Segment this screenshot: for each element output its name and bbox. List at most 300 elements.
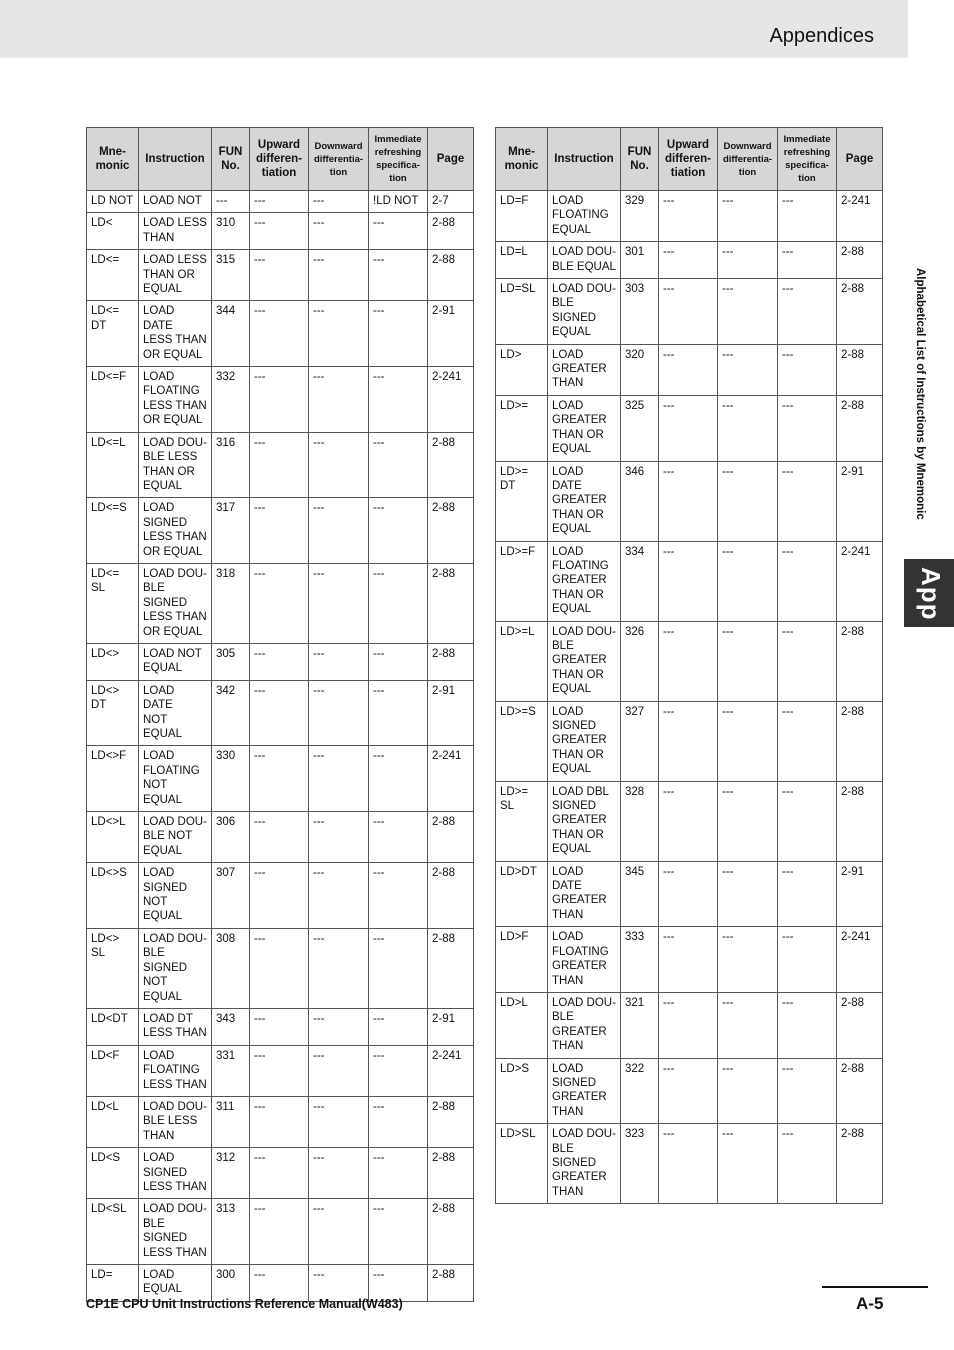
cell-downward: --- xyxy=(309,680,369,746)
cell-fun-no: 318 xyxy=(212,563,250,643)
table-row xyxy=(496,701,883,781)
cell-page: 2-88 xyxy=(428,643,474,680)
cell-mnemonic: LD=L xyxy=(496,242,548,279)
cell-upward: --- xyxy=(250,1008,309,1045)
cell-instruction: LOAD DOU- BLE EQUAL xyxy=(548,242,621,279)
cell-fun-no: 313 xyxy=(212,1199,250,1265)
cell-page: 2-88 xyxy=(837,1124,883,1204)
table-row xyxy=(87,1008,474,1045)
cell-upward: --- xyxy=(250,928,309,1008)
cell-mnemonic: LD>L xyxy=(496,992,548,1058)
cell-upward: --- xyxy=(250,213,309,250)
cell-upward: --- xyxy=(250,863,309,929)
cell-instruction: LOAD SIGNED LESS THAN xyxy=(139,1148,212,1199)
header-downward: Downward differentia- tion xyxy=(309,128,369,191)
header-fun-no: FUN No. xyxy=(621,128,659,191)
cell-upward: --- xyxy=(659,191,718,242)
header-mnemonic: Mne- monic xyxy=(87,128,139,191)
table-row xyxy=(87,1045,474,1096)
cell-instruction: LOAD DOU- BLE SIGNED EQUAL xyxy=(548,279,621,345)
cell-upward: --- xyxy=(659,1124,718,1204)
cell-downward: --- xyxy=(309,1265,369,1302)
cell-immediate: --- xyxy=(369,1199,428,1265)
cell-instruction: LOAD FLOATING LESS THAN xyxy=(139,1045,212,1096)
cell-instruction: LOAD GREATER THAN xyxy=(548,344,621,395)
table-row xyxy=(496,1058,883,1124)
cell-immediate: --- xyxy=(778,992,837,1058)
table-row xyxy=(496,344,883,395)
cell-downward: --- xyxy=(718,1124,778,1204)
cell-downward: --- xyxy=(309,191,369,213)
cell-immediate: --- xyxy=(369,1148,428,1199)
app-chapter-tab xyxy=(904,559,954,627)
cell-fun-no: 305 xyxy=(212,643,250,680)
cell-downward: --- xyxy=(718,242,778,279)
cell-page: 2-91 xyxy=(428,301,474,367)
cell-mnemonic: LD<DT xyxy=(87,1008,139,1045)
cell-fun-no: 345 xyxy=(621,861,659,927)
cell-downward: --- xyxy=(309,1008,369,1045)
cell-mnemonic: LD=F xyxy=(496,191,548,242)
cell-mnemonic: LD<=S xyxy=(87,498,139,564)
table-row xyxy=(87,498,474,564)
header-row xyxy=(87,128,474,191)
cell-downward: --- xyxy=(718,279,778,345)
cell-fun-no: 326 xyxy=(621,621,659,701)
cell-fun-no: 301 xyxy=(621,242,659,279)
cell-instruction: LOAD DOU- BLE SIGNED NOT EQUAL xyxy=(139,928,212,1008)
cell-immediate: --- xyxy=(778,927,837,993)
table-row xyxy=(496,191,883,242)
cell-mnemonic: LD<>S xyxy=(87,863,139,929)
table-row xyxy=(87,301,474,367)
cell-immediate: --- xyxy=(369,498,428,564)
header-immediate: Immediate refreshing specifica- tion xyxy=(369,128,428,191)
cell-fun-no: 308 xyxy=(212,928,250,1008)
cell-page: 2-91 xyxy=(837,861,883,927)
cell-immediate: --- xyxy=(778,344,837,395)
cell-page: 2-88 xyxy=(428,498,474,564)
cell-mnemonic: LD<>L xyxy=(87,812,139,863)
table-row xyxy=(496,395,883,461)
cell-fun-no: 329 xyxy=(621,191,659,242)
cell-mnemonic: LD>F xyxy=(496,927,548,993)
cell-immediate: --- xyxy=(369,250,428,301)
header-fun-no: FUN No. xyxy=(212,128,250,191)
cell-fun-no: 332 xyxy=(212,367,250,433)
table-row xyxy=(87,812,474,863)
cell-fun-no: 330 xyxy=(212,746,250,812)
cell-instruction: LOAD SIGNED GREATER THAN xyxy=(548,1058,621,1124)
cell-immediate: --- xyxy=(369,1008,428,1045)
footer-manual-title: CP1E CPU Unit Instructions Reference Manual(W483) xyxy=(86,1297,403,1311)
cell-immediate: --- xyxy=(778,395,837,461)
cell-mnemonic: LD= xyxy=(87,1265,139,1302)
cell-fun-no: 303 xyxy=(621,279,659,345)
table-row xyxy=(496,461,883,541)
cell-page: 2-88 xyxy=(428,1199,474,1265)
cell-page: 2-88 xyxy=(837,242,883,279)
cell-instruction: LOAD NOT xyxy=(139,191,212,213)
cell-page: 2-241 xyxy=(428,746,474,812)
cell-immediate: --- xyxy=(778,541,837,621)
cell-immediate: --- xyxy=(778,461,837,541)
cell-mnemonic: LD>DT xyxy=(496,861,548,927)
header-upward: Upward differen- tiation xyxy=(659,128,718,191)
cell-immediate: !LD NOT xyxy=(369,191,428,213)
cell-downward: --- xyxy=(718,992,778,1058)
cell-page: 2-88 xyxy=(837,279,883,345)
cell-immediate: --- xyxy=(369,367,428,433)
table-row xyxy=(87,191,474,213)
cell-mnemonic: LD<= DT xyxy=(87,301,139,367)
cell-instruction: LOAD FLOATING EQUAL xyxy=(548,191,621,242)
cell-page: 2-91 xyxy=(837,461,883,541)
table-row xyxy=(87,1148,474,1199)
app-tab-label: App xyxy=(916,567,946,621)
cell-page: 2-88 xyxy=(428,863,474,929)
cell-immediate: --- xyxy=(369,680,428,746)
cell-page: 2-88 xyxy=(428,812,474,863)
cell-upward: --- xyxy=(250,1199,309,1265)
header-instruction: Instruction xyxy=(548,128,621,191)
side-chapter-title xyxy=(910,268,932,558)
cell-downward: --- xyxy=(718,461,778,541)
table-row xyxy=(87,432,474,498)
cell-page: 2-91 xyxy=(428,680,474,746)
table-row xyxy=(496,992,883,1058)
cell-mnemonic: LD<L xyxy=(87,1096,139,1147)
cell-instruction: LOAD DATE GREATER THAN xyxy=(548,861,621,927)
table-row xyxy=(496,781,883,861)
cell-immediate: --- xyxy=(369,928,428,1008)
cell-upward: --- xyxy=(250,746,309,812)
cell-immediate: --- xyxy=(369,1045,428,1096)
cell-immediate: --- xyxy=(778,621,837,701)
cell-page: 2-88 xyxy=(428,563,474,643)
side-chapter-title-text: Alphabetical List of Instructions by Mnemonic xyxy=(914,268,926,520)
cell-fun-no: 300 xyxy=(212,1265,250,1302)
table-row xyxy=(87,863,474,929)
cell-page: 2-88 xyxy=(428,250,474,301)
cell-page: 2-91 xyxy=(428,1008,474,1045)
cell-upward: --- xyxy=(250,680,309,746)
cell-fun-no: 333 xyxy=(621,927,659,993)
cell-fun-no: 311 xyxy=(212,1096,250,1147)
cell-instruction: LOAD GREATER THAN OR EQUAL xyxy=(548,395,621,461)
cell-upward: --- xyxy=(659,461,718,541)
cell-upward: --- xyxy=(250,1148,309,1199)
cell-downward: --- xyxy=(309,432,369,498)
cell-page: 2-7 xyxy=(428,191,474,213)
cell-fun-no: 346 xyxy=(621,461,659,541)
cell-downward: --- xyxy=(718,1058,778,1124)
cell-fun-no: 310 xyxy=(212,213,250,250)
cell-instruction: LOAD LESS THAN OR EQUAL xyxy=(139,250,212,301)
cell-immediate: --- xyxy=(778,242,837,279)
cell-mnemonic: LD>=L xyxy=(496,621,548,701)
cell-fun-no: 331 xyxy=(212,1045,250,1096)
cell-downward: --- xyxy=(718,344,778,395)
cell-immediate: --- xyxy=(369,746,428,812)
cell-instruction: LOAD DOU- BLE SIGNED LESS THAN OR EQUAL xyxy=(139,563,212,643)
cell-fun-no: 344 xyxy=(212,301,250,367)
cell-downward: --- xyxy=(309,1096,369,1147)
cell-upward: --- xyxy=(659,541,718,621)
cell-page: 2-241 xyxy=(428,1045,474,1096)
cell-downward: --- xyxy=(309,1199,369,1265)
table-row xyxy=(496,1124,883,1204)
cell-upward: --- xyxy=(250,250,309,301)
cell-upward: --- xyxy=(250,1096,309,1147)
instruction-table-right xyxy=(495,127,883,1204)
table-row xyxy=(496,621,883,701)
cell-immediate: --- xyxy=(369,563,428,643)
cell-upward: --- xyxy=(659,701,718,781)
cell-upward: --- xyxy=(659,621,718,701)
cell-downward: --- xyxy=(718,621,778,701)
cell-upward: --- xyxy=(250,301,309,367)
cell-fun-no: 317 xyxy=(212,498,250,564)
cell-fun-no: --- xyxy=(212,191,250,213)
cell-mnemonic: LD<F xyxy=(87,1045,139,1096)
table-row xyxy=(496,279,883,345)
cell-page: 2-88 xyxy=(837,992,883,1058)
cell-fun-no: 320 xyxy=(621,344,659,395)
cell-upward: --- xyxy=(659,927,718,993)
cell-instruction: LOAD DOU- BLE LESS THAN xyxy=(139,1096,212,1147)
table-row xyxy=(496,242,883,279)
cell-downward: --- xyxy=(309,863,369,929)
cell-instruction: LOAD LESS THAN xyxy=(139,213,212,250)
cell-instruction: LOAD FLOATING NOT EQUAL xyxy=(139,746,212,812)
cell-mnemonic: LD<= SL xyxy=(87,563,139,643)
cell-fun-no: 327 xyxy=(621,701,659,781)
header-page: Page xyxy=(837,128,883,191)
header-row xyxy=(496,128,883,191)
cell-mnemonic: LD>=S xyxy=(496,701,548,781)
cell-instruction: LOAD FLOATING GREATER THAN xyxy=(548,927,621,993)
cell-downward: --- xyxy=(309,367,369,433)
cell-instruction: LOAD DOU- BLE SIGNED GREATER THAN xyxy=(548,1124,621,1204)
cell-instruction: LOAD DOU- BLE LESS THAN OR EQUAL xyxy=(139,432,212,498)
cell-upward: --- xyxy=(250,498,309,564)
table-row xyxy=(87,1199,474,1265)
cell-immediate: --- xyxy=(369,432,428,498)
cell-instruction: LOAD DOU- BLE SIGNED LESS THAN xyxy=(139,1199,212,1265)
table-row xyxy=(496,861,883,927)
cell-page: 2-88 xyxy=(837,344,883,395)
cell-downward: --- xyxy=(309,928,369,1008)
cell-immediate: --- xyxy=(778,279,837,345)
cell-immediate: --- xyxy=(778,191,837,242)
cell-mnemonic: LD<> SL xyxy=(87,928,139,1008)
table-row xyxy=(496,927,883,993)
cell-immediate: --- xyxy=(778,781,837,861)
cell-mnemonic: LD>=F xyxy=(496,541,548,621)
cell-page: 2-241 xyxy=(837,541,883,621)
cell-upward: --- xyxy=(659,781,718,861)
cell-fun-no: 323 xyxy=(621,1124,659,1204)
cell-page: 2-241 xyxy=(837,191,883,242)
cell-mnemonic: LD>S xyxy=(496,1058,548,1124)
cell-page: 2-88 xyxy=(428,928,474,1008)
cell-page: 2-88 xyxy=(428,1148,474,1199)
instruction-table-left xyxy=(86,127,474,1302)
cell-downward: --- xyxy=(718,861,778,927)
cell-mnemonic: LD<SL xyxy=(87,1199,139,1265)
header-immediate: Immediate refreshing specifica- tion xyxy=(778,128,837,191)
cell-upward: --- xyxy=(659,395,718,461)
cell-upward: --- xyxy=(659,279,718,345)
cell-instruction: LOAD EQUAL xyxy=(139,1265,212,1302)
cell-downward: --- xyxy=(718,541,778,621)
cell-immediate: --- xyxy=(369,812,428,863)
header-mnemonic: Mne- monic xyxy=(496,128,548,191)
cell-downward: --- xyxy=(718,191,778,242)
cell-immediate: --- xyxy=(369,301,428,367)
cell-mnemonic: LD<>F xyxy=(87,746,139,812)
cell-mnemonic: LD<> xyxy=(87,643,139,680)
cell-fun-no: 306 xyxy=(212,812,250,863)
cell-upward: --- xyxy=(659,992,718,1058)
cell-page: 2-241 xyxy=(837,927,883,993)
table-row xyxy=(87,928,474,1008)
cell-instruction: LOAD DOU- BLE NOT EQUAL xyxy=(139,812,212,863)
cell-immediate: --- xyxy=(369,1265,428,1302)
table-row xyxy=(87,367,474,433)
table-row xyxy=(87,213,474,250)
cell-upward: --- xyxy=(659,1058,718,1124)
cell-page: 2-88 xyxy=(428,213,474,250)
cell-fun-no: 312 xyxy=(212,1148,250,1199)
cell-page: 2-88 xyxy=(428,1096,474,1147)
cell-fun-no: 342 xyxy=(212,680,250,746)
cell-upward: --- xyxy=(659,344,718,395)
header-downward: Downward differentia- tion xyxy=(718,128,778,191)
cell-instruction: LOAD NOT EQUAL xyxy=(139,643,212,680)
cell-mnemonic: LD< xyxy=(87,213,139,250)
table-row xyxy=(87,680,474,746)
cell-downward: --- xyxy=(309,812,369,863)
cell-immediate: --- xyxy=(369,863,428,929)
cell-instruction: LOAD DT LESS THAN xyxy=(139,1008,212,1045)
cell-fun-no: 343 xyxy=(212,1008,250,1045)
cell-downward: --- xyxy=(309,250,369,301)
cell-mnemonic: LD>= SL xyxy=(496,781,548,861)
cell-upward: --- xyxy=(250,812,309,863)
cell-instruction: LOAD DOU- BLE GREATER THAN OR EQUAL xyxy=(548,621,621,701)
cell-upward: --- xyxy=(250,191,309,213)
cell-instruction: LOAD FLOATING LESS THAN OR EQUAL xyxy=(139,367,212,433)
cell-instruction: LOAD SIGNED NOT EQUAL xyxy=(139,863,212,929)
cell-downward: --- xyxy=(718,395,778,461)
page-number: A-5 xyxy=(856,1294,884,1313)
cell-upward: --- xyxy=(250,563,309,643)
cell-fun-no: 321 xyxy=(621,992,659,1058)
cell-mnemonic: LD<=F xyxy=(87,367,139,433)
cell-instruction: LOAD DATE LESS THAN OR EQUAL xyxy=(139,301,212,367)
cell-page: 2-241 xyxy=(428,367,474,433)
cell-upward: --- xyxy=(250,1045,309,1096)
cell-immediate: --- xyxy=(778,861,837,927)
cell-page: 2-88 xyxy=(837,621,883,701)
cell-downward: --- xyxy=(309,746,369,812)
cell-page: 2-88 xyxy=(837,1058,883,1124)
cell-mnemonic: LD>= DT xyxy=(496,461,548,541)
cell-immediate: --- xyxy=(369,213,428,250)
cell-mnemonic: LD<> DT xyxy=(87,680,139,746)
cell-upward: --- xyxy=(250,643,309,680)
cell-upward: --- xyxy=(659,861,718,927)
cell-downward: --- xyxy=(309,498,369,564)
cell-immediate: --- xyxy=(369,1096,428,1147)
cell-instruction: LOAD FLOATING GREATER THAN OR EQUAL xyxy=(548,541,621,621)
cell-downward: --- xyxy=(309,213,369,250)
cell-fun-no: 316 xyxy=(212,432,250,498)
cell-page: 2-88 xyxy=(837,701,883,781)
cell-mnemonic: LD>SL xyxy=(496,1124,548,1204)
cell-immediate: --- xyxy=(778,1058,837,1124)
cell-downward: --- xyxy=(309,301,369,367)
cell-downward: --- xyxy=(718,781,778,861)
cell-instruction: LOAD DATE NOT EQUAL xyxy=(139,680,212,746)
table-row xyxy=(87,1096,474,1147)
cell-fun-no: 307 xyxy=(212,863,250,929)
table-row xyxy=(87,250,474,301)
cell-downward: --- xyxy=(718,927,778,993)
cell-page: 2-88 xyxy=(428,1265,474,1302)
cell-immediate: --- xyxy=(369,643,428,680)
cell-downward: --- xyxy=(309,1045,369,1096)
cell-fun-no: 322 xyxy=(621,1058,659,1124)
section-title: Appendices xyxy=(769,25,874,47)
cell-immediate: --- xyxy=(778,701,837,781)
cell-instruction: LOAD DOU- BLE GREATER THAN xyxy=(548,992,621,1058)
table-row xyxy=(87,563,474,643)
cell-mnemonic: LD>= xyxy=(496,395,548,461)
cell-downward: --- xyxy=(309,563,369,643)
cell-fun-no: 334 xyxy=(621,541,659,621)
cell-fun-no: 325 xyxy=(621,395,659,461)
cell-instruction: LOAD DATE GREATER THAN OR EQUAL xyxy=(548,461,621,541)
cell-page: 2-88 xyxy=(837,781,883,861)
table-body xyxy=(87,191,474,1302)
header-page: Page xyxy=(428,128,474,191)
table-row xyxy=(87,746,474,812)
cell-mnemonic: LD<= xyxy=(87,250,139,301)
table-row xyxy=(496,541,883,621)
cell-mnemonic: LD=SL xyxy=(496,279,548,345)
cell-upward: --- xyxy=(250,367,309,433)
header-upward: Upward differen- tiation xyxy=(250,128,309,191)
cell-immediate: --- xyxy=(778,1124,837,1204)
footer-rule xyxy=(822,1286,928,1288)
cell-instruction: LOAD DBL SIGNED GREATER THAN OR EQUAL xyxy=(548,781,621,861)
cell-upward: --- xyxy=(250,1265,309,1302)
cell-downward: --- xyxy=(309,643,369,680)
cell-instruction: LOAD SIGNED LESS THAN OR EQUAL xyxy=(139,498,212,564)
cell-mnemonic: LD<S xyxy=(87,1148,139,1199)
cell-upward: --- xyxy=(250,432,309,498)
cell-downward: --- xyxy=(718,701,778,781)
cell-mnemonic: LD> xyxy=(496,344,548,395)
table-body xyxy=(496,191,883,1204)
table-row xyxy=(87,1265,474,1302)
table-row xyxy=(87,643,474,680)
cell-page: 2-88 xyxy=(837,395,883,461)
cell-page: 2-88 xyxy=(428,432,474,498)
